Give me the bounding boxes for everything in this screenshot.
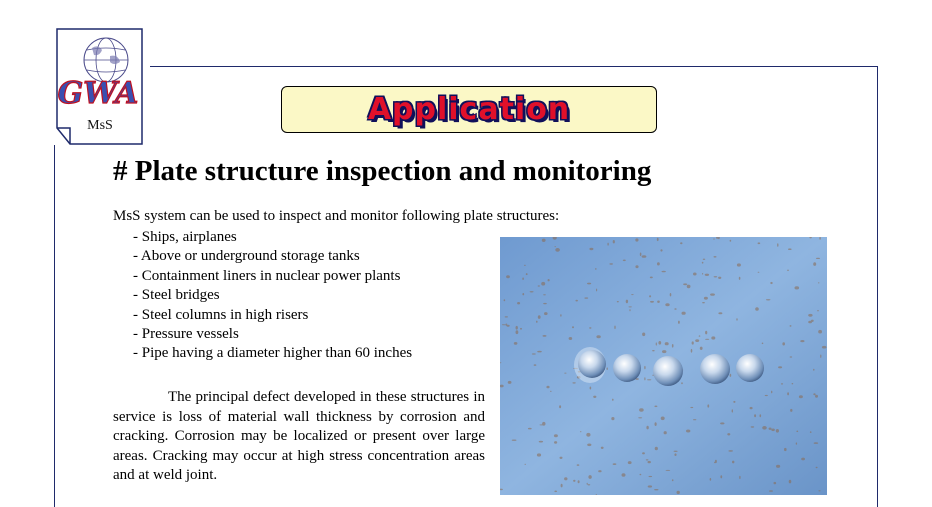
rust-speck: [674, 308, 676, 310]
rust-speck: [544, 312, 548, 315]
rust-speck: [777, 243, 778, 247]
rust-speck: [704, 297, 708, 300]
rust-speck: [702, 262, 704, 264]
rust-speck: [818, 490, 820, 491]
rust-speck: [587, 283, 591, 285]
rust-speck: [710, 478, 712, 481]
rust-speck: [598, 470, 601, 472]
list-item: - Pressure vessels: [133, 325, 239, 342]
rust-speck: [622, 473, 626, 477]
rust-speck: [769, 428, 772, 430]
rust-speck: [713, 238, 714, 240]
rust-speck: [542, 422, 545, 426]
rust-speck: [699, 335, 701, 336]
rust-speck: [626, 300, 628, 304]
rust-speck: [642, 333, 645, 337]
rust-speck: [587, 444, 591, 447]
rust-speck: [788, 248, 792, 250]
rust-speck: [646, 426, 648, 430]
rust-speck: [613, 463, 617, 465]
rust-speck: [635, 265, 638, 268]
rust-speck: [590, 387, 592, 390]
rust-speck: [646, 459, 649, 460]
rust-speck: [650, 301, 654, 303]
rust-speck: [572, 326, 574, 328]
rust-speck: [705, 339, 709, 340]
rust-speck: [554, 491, 557, 493]
rust-speck: [623, 260, 626, 262]
list-item: - Steel bridges: [133, 287, 220, 304]
rust-speck: [508, 381, 512, 384]
rust-speck: [795, 286, 800, 289]
rust-speck: [820, 355, 821, 358]
rust-speck: [607, 367, 608, 370]
list-item: - Steel columns in high risers: [133, 306, 309, 323]
rust-speck: [588, 475, 591, 479]
rust-speck: [631, 294, 634, 295]
rust-speck: [652, 350, 655, 351]
rust-speck: [607, 243, 608, 246]
rust-speck: [674, 453, 676, 456]
rust-speck: [506, 324, 508, 326]
rust-speck: [564, 373, 566, 374]
rust-speck: [819, 237, 821, 240]
rust-speck: [601, 447, 604, 449]
rust-speck: [654, 489, 658, 490]
rust-speck: [720, 475, 722, 478]
rust-speck: [677, 491, 680, 494]
rust-speck: [648, 461, 651, 463]
rust-speck: [728, 450, 733, 452]
rust-speck: [649, 476, 653, 477]
rust-speck: [790, 409, 792, 412]
rust-speck: [718, 277, 721, 279]
rust-speck: [648, 485, 652, 487]
rust-speck: [649, 295, 651, 297]
rust-speck: [502, 324, 506, 325]
rust-speck: [555, 246, 556, 247]
rust-speck: [813, 262, 816, 266]
rust-speck: [555, 248, 560, 252]
rust-speck: [678, 321, 680, 324]
rust-speck: [707, 404, 709, 407]
rust-speck: [732, 409, 733, 412]
rust-speck: [662, 350, 666, 353]
rust-speck: [718, 312, 722, 314]
rust-speck: [589, 327, 591, 328]
rust-speck: [505, 316, 508, 317]
rust-speck: [522, 293, 524, 295]
rust-speck: [776, 429, 779, 433]
rust-speck: [796, 442, 797, 444]
rust-speck: [758, 242, 761, 244]
rust-speck: [754, 414, 756, 417]
rust-speck: [614, 326, 615, 330]
rust-speck: [714, 462, 716, 463]
rust-speck: [586, 433, 590, 437]
rust-speck: [559, 405, 561, 408]
rust-speck: [609, 263, 613, 264]
rust-speck: [534, 364, 537, 366]
rust-speck: [644, 377, 645, 380]
rust-speck: [782, 342, 785, 345]
rust-speck: [596, 335, 600, 338]
rust-speck: [596, 289, 597, 292]
rust-speck: [702, 273, 703, 275]
rust-speck: [657, 301, 660, 303]
rust-speck: [656, 342, 657, 345]
rust-speck: [702, 302, 705, 303]
rust-speck: [512, 440, 517, 441]
rust-speck: [758, 272, 760, 273]
rust-speck: [587, 483, 588, 485]
rust-speck: [538, 285, 540, 286]
rust-speck: [572, 382, 575, 383]
rust-speck: [647, 379, 651, 380]
rust-speck: [506, 275, 510, 278]
rust-speck: [774, 482, 777, 484]
rust-speck: [546, 386, 549, 389]
rust-speck: [593, 396, 596, 398]
rust-speck: [642, 452, 645, 454]
rust-speck: [766, 299, 771, 300]
rust-speck: [711, 336, 715, 339]
rust-speck: [530, 291, 534, 292]
rust-speck: [612, 399, 614, 401]
rust-speck: [815, 395, 818, 398]
rust-speck: [822, 346, 827, 349]
rust-speck: [662, 271, 666, 273]
rust-speck: [703, 259, 706, 260]
rust-speck: [781, 383, 783, 384]
rust-speck: [528, 428, 532, 430]
rust-speck: [532, 353, 536, 354]
rust-speck: [575, 300, 578, 302]
rust-speck: [655, 447, 658, 451]
rust-speck: [526, 273, 528, 275]
rust-speck: [517, 302, 520, 304]
rust-speck: [537, 351, 542, 353]
rust-speck: [644, 366, 645, 369]
rust-speck: [577, 464, 580, 466]
banner-title: Application: [367, 92, 571, 127]
rust-speck: [536, 321, 538, 323]
list-item: - Pipe having a diameter higher than 60 inches: [133, 345, 413, 362]
frame-left-line: [54, 145, 55, 507]
rust-speck: [629, 306, 632, 307]
rust-speck: [516, 326, 518, 330]
rust-speck: [818, 330, 822, 334]
rust-speck: [733, 401, 735, 403]
rust-speck: [787, 392, 789, 395]
rust-speck: [628, 461, 632, 464]
rust-speck: [554, 434, 558, 437]
gwa-logo: [56, 28, 143, 145]
rust-speck: [700, 347, 703, 350]
rust-speck: [640, 253, 642, 257]
rust-speck: [813, 393, 815, 395]
rust-speck: [710, 293, 715, 295]
rust-speck: [617, 301, 619, 302]
rust-speck: [560, 457, 563, 459]
rust-speck: [686, 430, 690, 433]
rust-speck: [683, 283, 687, 285]
rust-speck: [640, 474, 642, 476]
rust-speck: [816, 467, 818, 468]
rust-speck: [771, 391, 772, 394]
rust-speck: [799, 395, 803, 398]
rust-speck: [650, 277, 653, 279]
rust-speck: [654, 406, 657, 408]
rust-speck: [639, 408, 644, 411]
rust-speck: [561, 484, 563, 488]
rust-speck: [672, 344, 674, 348]
application-banner: [281, 86, 657, 133]
rust-speck: [588, 484, 591, 485]
defect-paragraph: The principal defect developed in these structures in service is loss of material wall thickness by corrosion and cracking. Corrosion may be localized or present over large areas. Cracking may occur at high stress concentration areas and at weld joint.: [113, 389, 485, 483]
rust-speck: [790, 356, 793, 357]
rust-speck: [737, 263, 741, 266]
page-heading: # Plate structure inspection and monitoring: [113, 155, 652, 187]
rust-speck: [524, 265, 526, 266]
rust-speck: [771, 429, 775, 432]
rust-speck: [580, 431, 582, 432]
rust-speck: [789, 480, 792, 484]
rust-speck: [770, 282, 772, 284]
rust-speck: [550, 391, 552, 392]
list-item: - Above or underground storage tanks: [133, 248, 360, 265]
rust-speck: [818, 282, 820, 283]
rust-speck: [672, 479, 674, 481]
rust-speck: [638, 417, 642, 418]
rust-speck: [727, 433, 730, 435]
list-item: - Ships, airplanes: [133, 229, 237, 245]
rust-speck: [739, 277, 741, 280]
rust-speck: [543, 335, 547, 337]
rust-speck: [762, 343, 764, 345]
rust-speck: [664, 431, 667, 434]
rust-speck: [548, 279, 550, 281]
rust-speck: [584, 297, 588, 298]
rust-speck: [660, 249, 662, 251]
rust-speck: [736, 318, 737, 320]
rust-speck: [790, 325, 792, 327]
rust-speck: [720, 422, 724, 424]
rust-speck: [537, 453, 541, 456]
rust-speck: [816, 258, 820, 259]
rust-speck: [680, 242, 682, 244]
rust-speck: [578, 480, 580, 483]
rust-speck: [665, 303, 669, 306]
rust-speck: [589, 248, 593, 250]
rust-speck: [796, 431, 798, 433]
rust-speck: [692, 341, 694, 344]
rust-speck: [514, 342, 518, 345]
rust-speck: [801, 458, 805, 461]
rust-speck: [657, 262, 660, 265]
rust-speck: [538, 315, 541, 319]
rust-speck: [693, 273, 697, 276]
rust-speck: [554, 441, 557, 444]
intro-text: MsS system can be used to inspect and monitor following plate structures:: [113, 208, 560, 224]
rust-speck: [769, 490, 773, 492]
list-item: - Containment liners in nuclear power plants: [133, 267, 401, 284]
rust-speck: [817, 310, 819, 311]
rust-speck: [690, 407, 693, 408]
rust-speck: [762, 426, 767, 430]
rust-speck: [613, 240, 615, 243]
corroded-plate-photo: [500, 237, 827, 495]
rust-speck: [661, 417, 665, 421]
rust-speck: [635, 238, 638, 241]
rust-speck: [642, 255, 647, 258]
logo-gwa-text: GWA: [57, 76, 139, 111]
rust-speck: [714, 276, 718, 277]
rust-speck: [658, 341, 661, 345]
rust-speck: [714, 256, 717, 258]
rust-speck: [810, 431, 812, 433]
rust-speck: [765, 395, 768, 396]
rust-speck: [657, 238, 659, 241]
rust-speck: [800, 340, 804, 342]
rust-speck: [792, 383, 794, 384]
rust-speck: [595, 268, 597, 270]
rust-speck: [751, 426, 755, 427]
rust-speck: [560, 314, 561, 317]
rust-speck: [760, 414, 762, 417]
rust-speck: [670, 293, 672, 296]
rust-speck: [808, 321, 812, 324]
rust-speck: [520, 328, 522, 330]
rust-speck: [730, 240, 732, 242]
logo-mss-text: MsS: [87, 118, 113, 133]
rust-speck: [705, 331, 707, 335]
rust-speck: [682, 312, 686, 315]
rust-speck: [687, 285, 691, 289]
rust-speck: [813, 369, 814, 371]
rust-speck: [543, 294, 546, 295]
rust-speck: [516, 330, 519, 334]
structure-list: [133, 228, 412, 364]
rust-speck: [693, 419, 696, 420]
rust-speck: [705, 274, 709, 276]
rust-speck: [541, 282, 545, 286]
rust-speck: [655, 422, 657, 426]
rust-speck: [543, 303, 547, 304]
rust-speck: [681, 382, 683, 384]
rust-speck: [814, 442, 819, 444]
rust-speck: [629, 309, 630, 311]
rust-speck: [525, 464, 526, 465]
rust-speck: [755, 307, 759, 311]
frame-right-line: [877, 66, 878, 507]
rust-speck: [542, 239, 546, 242]
frame-top-line: [150, 66, 878, 67]
rust-speck: [573, 480, 575, 482]
rust-speck: [569, 337, 573, 340]
rust-speck: [665, 342, 669, 345]
rust-speck: [611, 417, 614, 420]
rust-speck: [666, 470, 671, 471]
rust-speck: [674, 451, 678, 452]
rust-speck: [808, 314, 812, 317]
rust-speck: [732, 461, 734, 464]
rust-speck: [564, 477, 567, 480]
rust-speck: [522, 277, 524, 280]
rust-speck: [787, 270, 789, 272]
rust-speck: [695, 339, 699, 342]
rust-speck: [750, 407, 753, 409]
rust-speck: [778, 366, 782, 368]
rust-speck: [730, 374, 732, 377]
rust-speck: [691, 349, 693, 353]
rust-speck: [784, 448, 787, 451]
rust-speck: [776, 465, 780, 468]
rust-speck: [739, 476, 740, 479]
rust-speck: [504, 299, 506, 301]
rust-speck: [539, 441, 543, 443]
